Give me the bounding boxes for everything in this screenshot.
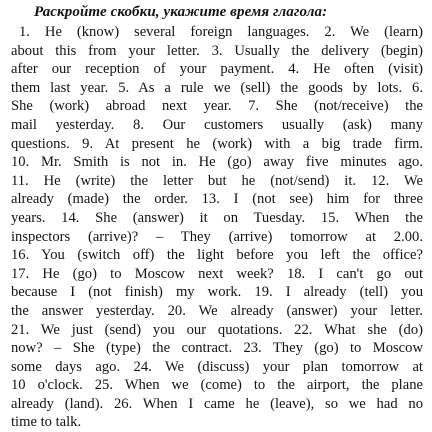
exercise-line: now? – She (type) the contract. 23. They (go) to Moscow [11, 340, 423, 357]
exercise-line: the answer yesterday. 20. We already (answer) your letter. [11, 302, 423, 319]
exercise-line: 10. Mr. Smith is not in. He (go) away five minutes ago. [11, 154, 423, 171]
exercise-line: about this from your letter. 3. Usually the delivery (begin) [11, 42, 423, 59]
exercise-line: already (land). 26. When I came he (leave), so we had no [11, 395, 423, 412]
exercise-line: already (made) the order. 13. I (not see) him for three [11, 191, 423, 208]
exercise-line: after our reception of your payment. 4. He often (visit) [11, 61, 423, 78]
exercise-line: questions. 9. At present he (work) with a big trade firm. [11, 135, 423, 152]
exercise-line: inspectors (arrive)? – They (arrive) tomorrow at 2.00. [11, 228, 423, 245]
exercise-line: them last year. 5. As a rule we (sell) the goods by lots. 6. [11, 79, 423, 96]
exercise-line: 17. He (go) to Moscow next week? 18. I can't go out [11, 265, 423, 282]
exercise-line: 21. We just (send) you our quotations. 22. What she (do) [11, 321, 423, 338]
exercise-line: 1. He (know) several foreign languages. 2. We (learn) [19, 24, 423, 40]
exercise-line: years. 14. She (answer) it on Tuesday. 15. When the [11, 209, 423, 226]
exercise-line: She (work) abroad next year. 7. She (not/receive) the [11, 98, 423, 115]
exercise-line: 16. You (switch off) the light before you left the office? [11, 247, 423, 264]
exercise-body [11, 23, 423, 432]
exercise-line: because I (not finish) my work. 19. I already (tell) you [11, 284, 423, 301]
exercise-line: mail yesterday. 8. Our customers usually (ask) many [11, 116, 423, 133]
exercise-line: some days ago. 24. We (discuss) your plan tomorrow at [11, 358, 423, 375]
exercise-line: 10 o'clock. 25. When we (come) to the airport, the plane [11, 377, 423, 394]
exercise-line: time to talk. [11, 414, 82, 431]
exercise-line: 11. He (write) the letter but he (not/send) it. 12. We [11, 172, 423, 189]
exercise-heading: Раскройте скобки, укажите время глагола: [34, 4, 328, 20]
